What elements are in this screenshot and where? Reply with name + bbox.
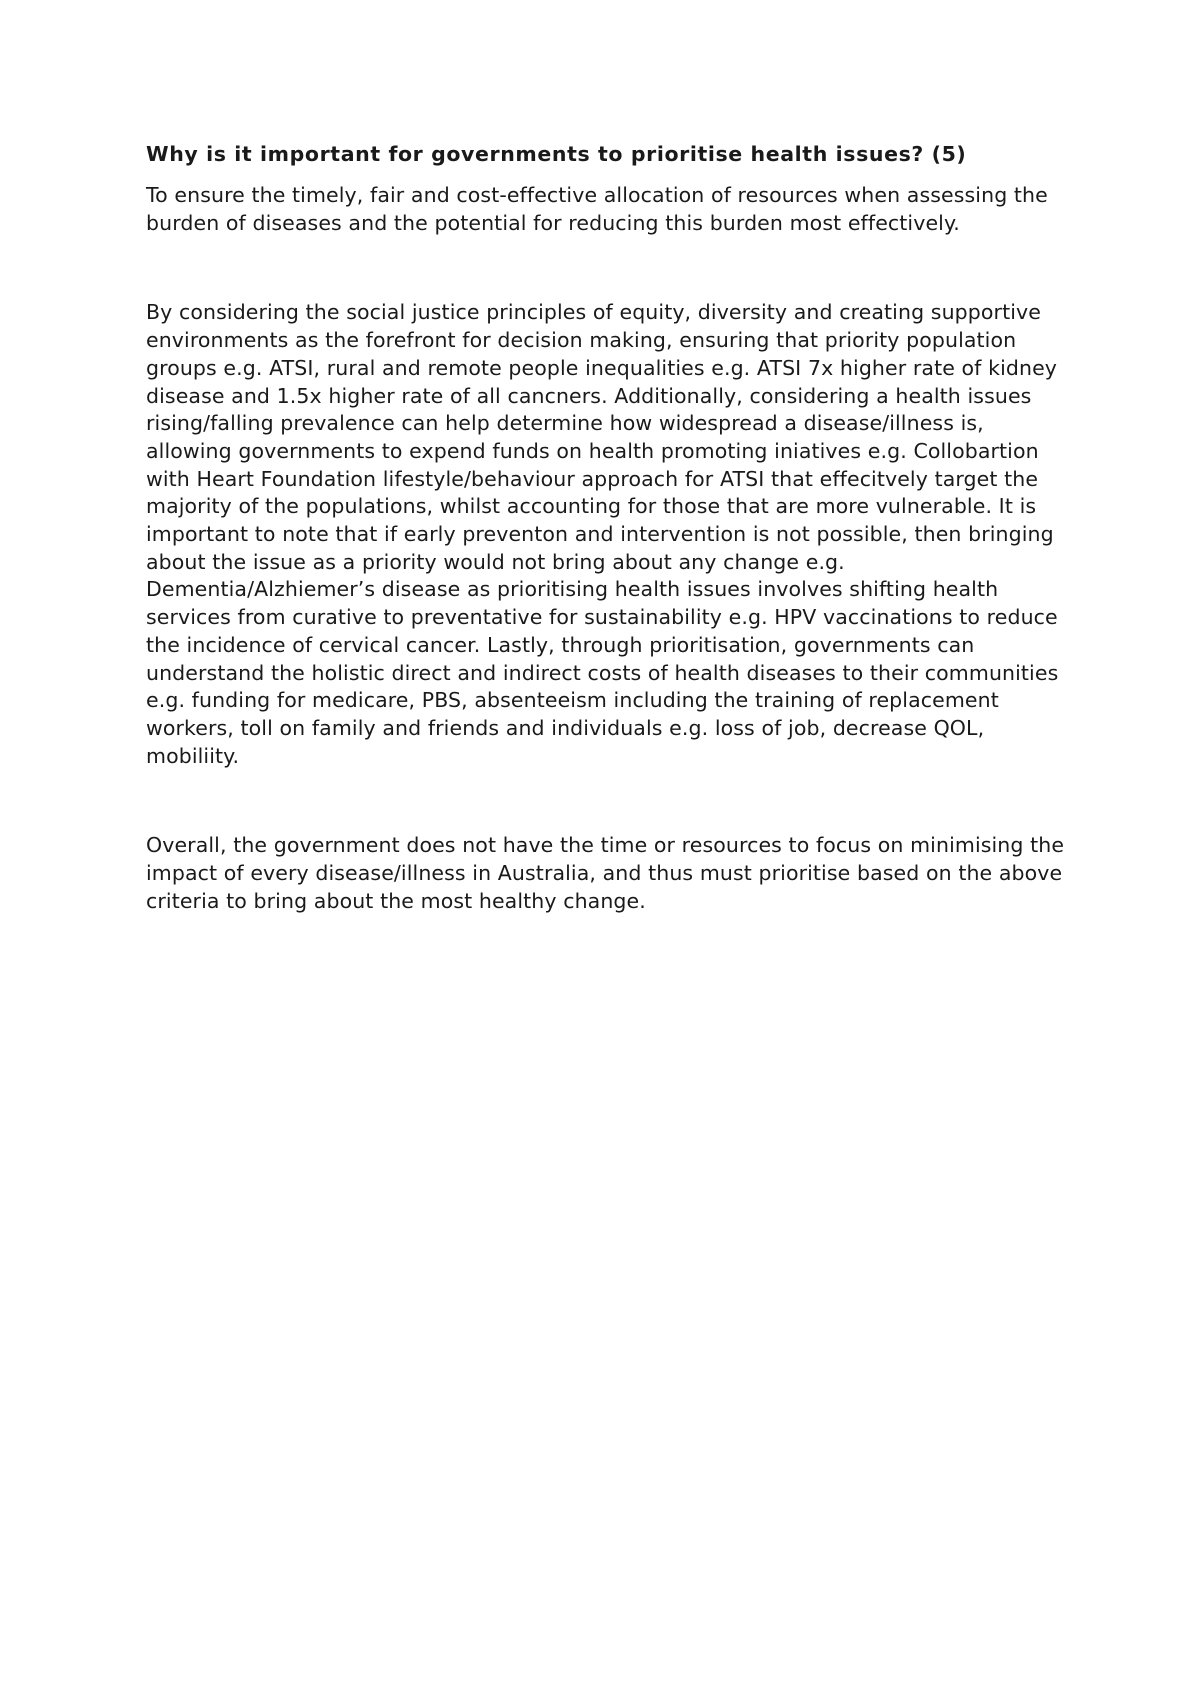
paragraph-spacer bbox=[146, 237, 1076, 299]
answer-paragraph-conclusion: Overall, the government does not have the time or resources to focus on minimising the impact of every disease/illness in Australia, and thus must prioritise based on the above criteria to bring about the most healthy change. bbox=[146, 833, 1065, 913]
paragraph-spacer bbox=[146, 770, 1076, 832]
answer-paragraph-main: By considering the social justice principles of equity, diversity and creating supportive environments as the forefront for decision making, ensuring that priority population groups e.g. ATSI, rural and remote people inequalities e.g. ATSI 7x higher rate of kidney disease and 1.5x higher rate of all cancners. Additionally, considering a health issues rising/falling prevalence can help determine how widespread a disease/illness is, allowing governments to expend funds on health promoting iniatives e.g. Collobartion with Heart Foundation lifestyle/behaviour approach for ATSI that effecitvely target the majority of the populations, whilst accounting for those that are more vulnerable. It is important to note that if early preventon and intervention is not possible, then bringing about the issue as a priority would not bring about any change e.g. Dementia/Alzhiemer’s disease as prioritising health issues involves shifting health services from curative to preventative for sustainability e.g. HPV vaccinations to reduce the incidence of cervical cancer. Lastly, through prioritisation, governments can understand the holistic direct and indirect costs of health diseases to their communities e.g. funding for medicare, PBS, absenteeism including the training of replacement workers, toll on family and friends and individuals e.g. loss of job, decrease QOL, mobiliity. bbox=[146, 300, 1059, 768]
answer-paragraph-intro: To ensure the timely, fair and cost-effective allocation of resources when assessing the burden of diseases and the potential for reducing this burden most effectively. bbox=[146, 183, 1048, 235]
document-body bbox=[146, 140, 1076, 915]
question-heading: Why is it important for governments to prioritise health issues? (5) bbox=[146, 142, 967, 166]
